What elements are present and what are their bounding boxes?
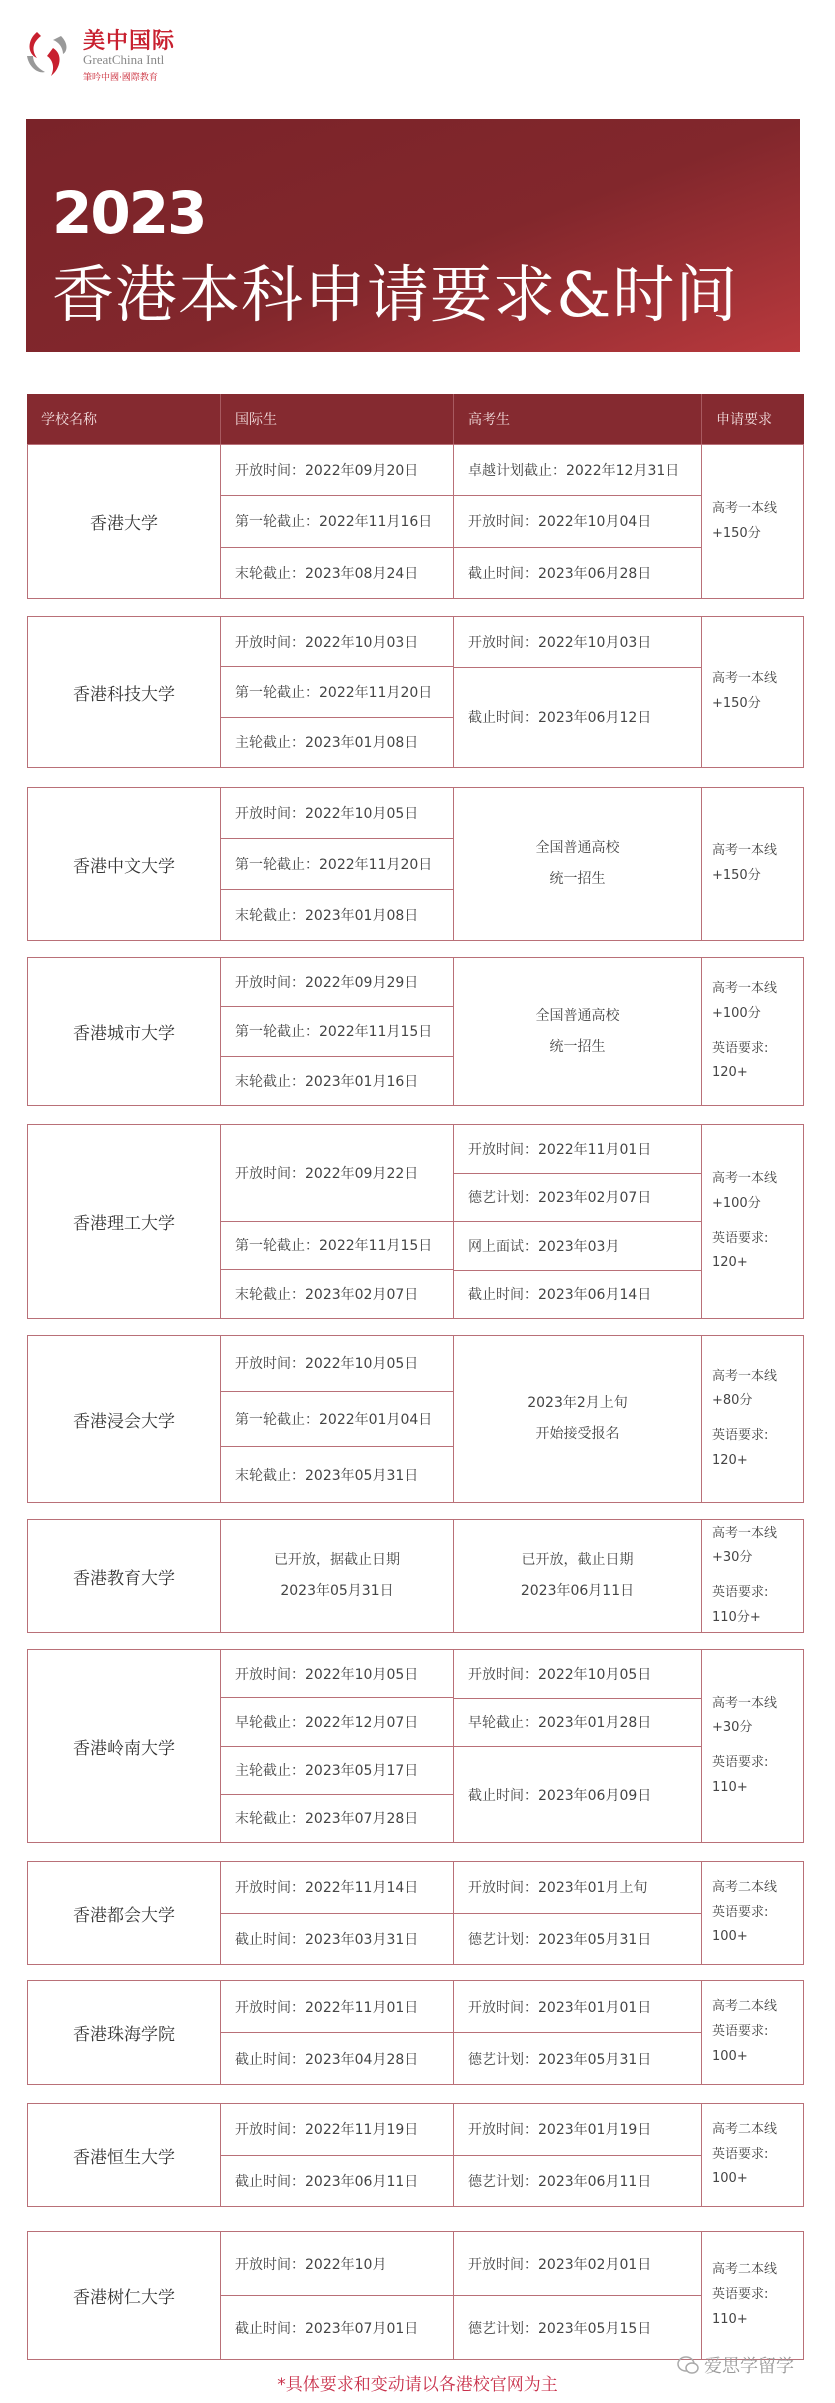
requirement-text: 高考二本线	[712, 2121, 778, 2137]
school-name: 香港城市大学	[28, 958, 221, 1105]
header-gaokao: 高考生	[454, 394, 702, 444]
gaokao-column	[454, 788, 702, 940]
header-requirement: 申请要求	[716, 412, 772, 428]
cell-text: 开放时间：2022年10月04日	[468, 514, 652, 531]
school-name: 香港大学	[28, 445, 221, 598]
school-name: 香港岭南大学	[28, 1650, 221, 1842]
table-cell	[454, 1520, 701, 1632]
school-block	[27, 444, 804, 599]
table-cell	[454, 668, 701, 767]
requirement-text: +100分	[712, 1195, 761, 1211]
table-cell	[454, 617, 701, 668]
table-cell	[221, 1392, 453, 1448]
cell-text: 德艺计划：2023年02月07日	[468, 1190, 652, 1207]
table-cell	[221, 1222, 453, 1271]
international-column	[221, 1862, 454, 1964]
school-name: 香港教育大学	[28, 1520, 221, 1632]
school-name: 香港理工大学	[28, 1125, 221, 1318]
table-cell	[221, 2156, 453, 2207]
table-cell	[454, 2296, 701, 2359]
requirement-text: 英语要求:	[712, 1428, 769, 1443]
table-cell	[454, 1747, 701, 1842]
international-column	[221, 1650, 454, 1842]
requirement-text: 英语要求:	[712, 2287, 769, 2303]
cell-text: 末轮截止：2023年07月28日	[235, 1811, 419, 1828]
table-cell	[221, 548, 453, 598]
requirement-cell	[702, 1981, 803, 2084]
cell-text: 统一招生	[549, 871, 606, 887]
logo-mark-icon	[23, 26, 75, 82]
table-cell	[221, 2296, 453, 2359]
table-cell	[221, 2104, 453, 2156]
table-cell	[221, 1447, 453, 1502]
cell-text: 主轮截止：2023年01月08日	[235, 735, 419, 752]
requirement-cell	[702, 1125, 803, 1318]
table-cell	[221, 1520, 453, 1632]
requirement-cell	[702, 1862, 803, 1964]
logo-en: GreatChina Intl	[83, 52, 165, 67]
table-cell	[221, 496, 453, 547]
cell-text: 开放时间：2023年01月上旬	[468, 1880, 648, 1897]
cell-text: 德艺计划：2023年05月15日	[468, 2320, 652, 2337]
school-block	[27, 1335, 804, 1503]
cell-text: 开放时间：2022年11月01日	[468, 1141, 652, 1158]
table-cell	[221, 1795, 453, 1842]
cell-text: 早轮截止：2023年01月28日	[468, 1715, 652, 1732]
table-header	[27, 394, 804, 444]
table-cell	[454, 1222, 701, 1271]
cell-text: 卓越计划截止：2022年12月31日	[468, 463, 680, 480]
table-cell	[454, 1981, 701, 2033]
cell-text: 开始接受报名	[535, 1426, 620, 1442]
international-column	[221, 445, 454, 598]
cell-text: 开放时间：2023年01月01日	[468, 1999, 652, 2016]
cell-text: 已开放，截止日期	[521, 1552, 634, 1569]
cell-text: 末轮截止：2023年01月16日	[235, 1073, 419, 1090]
gaokao-column	[454, 1862, 702, 1964]
gaokao-column	[454, 1981, 702, 2084]
table-cell	[454, 445, 701, 496]
requirement-text: +100分	[712, 1005, 761, 1021]
title-banner	[26, 119, 800, 352]
international-column	[221, 2232, 454, 2359]
requirement-text: 100+	[712, 2048, 748, 2064]
requirement-text: 120+	[712, 1255, 748, 1271]
table-cell	[221, 1981, 453, 2033]
table-cell	[221, 1270, 453, 1318]
requirement-text: +150分	[712, 525, 761, 541]
cell-text: 开放时间：2022年10月05日	[235, 1356, 419, 1373]
cell-text: 截止时间：2023年07月01日	[235, 2320, 419, 2337]
table-cell	[454, 1699, 701, 1748]
cell-text: 第一轮截止：2022年01月04日	[235, 1412, 433, 1428]
school-block	[27, 1861, 804, 1965]
requirement-text: 高考一本线	[712, 843, 778, 859]
school-name: 香港都会大学	[28, 1862, 221, 1964]
cell-text: 截止时间：2023年06月09日	[468, 1787, 652, 1804]
international-column	[221, 2104, 454, 2206]
school-block	[27, 1649, 804, 1843]
table-cell	[454, 1914, 701, 1965]
table-cell	[221, 1914, 453, 1965]
requirement-text: 英语要求:	[712, 1904, 769, 1920]
gaokao-column	[454, 617, 702, 767]
table-cell	[221, 617, 453, 667]
table-cell	[454, 2033, 701, 2084]
requirement-cell	[702, 445, 803, 598]
table-cell	[221, 1057, 453, 1105]
table-cell	[221, 1336, 453, 1392]
cell-text: 截止时间：2023年06月14日	[468, 1287, 652, 1304]
school-block	[27, 787, 804, 941]
requirement-text: 110+	[712, 2311, 748, 2327]
requirement-text: 100+	[712, 1929, 748, 1945]
school-name: 香港树仁大学	[28, 2232, 221, 2359]
cell-text: 2023年05月31日	[280, 1583, 394, 1599]
cell-text: 早轮截止：2022年12月07日	[235, 1714, 419, 1731]
requirement-text: 高考一本线	[712, 500, 778, 516]
gaokao-column	[454, 1125, 702, 1318]
watermark-text: 爱思学留学	[704, 2356, 794, 2377]
requirement-cell	[702, 617, 803, 767]
requirement-cell	[702, 958, 803, 1105]
cell-text: 截止时间：2023年06月12日	[468, 710, 652, 727]
cell-text: 2023年06月11日	[520, 1583, 635, 1599]
cell-text: 开放时间：2022年10月05日	[468, 1666, 652, 1683]
table-cell	[454, 1336, 701, 1502]
table-cell	[454, 2232, 701, 2296]
cell-text: 开放时间：2023年01月19日	[468, 2122, 652, 2139]
international-column	[221, 617, 454, 767]
gaokao-column	[454, 958, 702, 1105]
table-cell	[221, 788, 453, 839]
requirement-text: 高考一本线	[712, 1368, 778, 1384]
header-international: 国际生	[221, 394, 454, 444]
cell-text: 末轮截止：2023年02月07日	[235, 1287, 419, 1304]
international-column	[221, 1125, 454, 1318]
requirement-text: 英语要求:	[712, 1040, 769, 1056]
requirement-text: 英语要求:	[712, 1755, 769, 1770]
requirement-text: 高考一本线	[712, 671, 778, 687]
requirement-text: 英语要求:	[712, 2024, 769, 2040]
requirement-text: 110+	[712, 1779, 748, 1795]
cell-text: 开放时间：2022年10月	[235, 2256, 387, 2273]
cell-text: 德艺计划：2023年05月31日	[468, 2051, 652, 2068]
requirement-text: +30分	[712, 1720, 753, 1736]
cell-text: 开放时间：2023年02月01日	[468, 2256, 652, 2273]
gaokao-column	[454, 1650, 702, 1842]
school-block	[27, 616, 804, 768]
requirement-text: 高考二本线	[712, 1999, 778, 2015]
table-cell	[221, 2232, 453, 2296]
table-cell	[454, 2104, 701, 2156]
international-column	[221, 1981, 454, 2084]
cell-text: 2023年2月上旬	[527, 1395, 628, 1412]
cell-text: 主轮截止：2023年05月17日	[235, 1763, 419, 1780]
banner-year: 2023	[52, 179, 206, 247]
gaokao-column	[454, 445, 702, 598]
table-cell	[221, 2033, 453, 2084]
school-block	[27, 2231, 804, 2360]
school-block	[27, 2103, 804, 2207]
requirement-text: 英语要求:	[712, 1230, 769, 1246]
table-cell	[221, 667, 453, 717]
table-cell	[454, 1271, 701, 1319]
table-cell	[454, 1862, 701, 1914]
requirement-text: 100+	[712, 2171, 748, 2187]
header-school: 学校名称	[27, 394, 221, 444]
cell-text: 统一招生	[549, 1038, 606, 1055]
table-cell	[221, 1007, 453, 1056]
requirement-text: 高考二本线	[712, 1879, 778, 1895]
school-name: 香港恒生大学	[28, 2104, 221, 2206]
cell-text: 德艺计划：2023年05月31日	[468, 1931, 652, 1948]
table-cell	[454, 788, 701, 940]
school-name: 香港珠海学院	[28, 1981, 221, 2084]
logo-cn: 美中国际	[83, 29, 176, 54]
requirement-cell	[702, 1520, 803, 1632]
footer-note: *具体要求和变动请以各港校官网为主	[277, 2375, 558, 2395]
cell-text: 第一轮截止：2022年11月15日	[235, 1238, 433, 1255]
gaokao-column	[454, 1336, 702, 1502]
international-column	[221, 1336, 454, 1502]
school-block	[27, 1124, 804, 1319]
cell-text: 开放时间：2022年10月03日	[235, 634, 419, 651]
international-column	[221, 1520, 454, 1632]
cell-text: 截止时间：2023年06月28日	[468, 565, 652, 582]
cell-text: 全国普通高校	[535, 1007, 620, 1024]
cell-text: 网上面试：2023年03月	[468, 1238, 620, 1255]
cell-text: 德艺计划：2023年06月11日	[468, 2173, 652, 2190]
table-cell	[221, 890, 453, 940]
cell-text: 开放时间：2022年11月01日	[235, 1999, 419, 2016]
requirement-cell	[702, 1336, 803, 1502]
table-cell	[454, 548, 701, 598]
table-cell	[221, 1650, 453, 1698]
requirement-text: 高考一本线	[712, 1171, 778, 1187]
cell-text: 开放时间：2022年10月03日	[468, 634, 652, 651]
table-cell	[454, 2156, 701, 2207]
requirement-cell	[702, 788, 803, 940]
requirement-text: 英语要求:	[712, 1585, 769, 1600]
cell-text: 第一轮截止：2022年11月15日	[235, 1024, 433, 1041]
school-name: 香港中文大学	[28, 788, 221, 940]
cell-text: 全国普通高校	[535, 840, 620, 857]
school-block	[27, 957, 804, 1106]
table-cell	[221, 718, 453, 767]
school-block	[27, 1519, 804, 1633]
requirement-text: +150分	[712, 696, 761, 711]
gaokao-column	[454, 1520, 702, 1632]
requirement-text: 英语要求:	[712, 2146, 769, 2162]
cell-text: 开放时间：2022年09月22日	[235, 1165, 419, 1182]
table-cell	[221, 445, 453, 496]
requirement-cell	[702, 1650, 803, 1842]
cell-text: 已开放，据截止日期	[274, 1552, 400, 1569]
requirement-text: 110分+	[712, 1609, 761, 1625]
requirement-text: 高考一本线	[712, 1695, 778, 1711]
requirement-text: 高考一本线	[712, 981, 778, 997]
gaokao-column	[454, 2104, 702, 2206]
table-cell	[221, 1125, 453, 1222]
logo-slogan: 筆吟中國·國際教育	[83, 73, 158, 83]
requirement-text: +150分	[712, 868, 761, 883]
table-cell	[454, 496, 701, 547]
cell-text: 第一轮截止：2022年11月20日	[235, 684, 433, 701]
international-column	[221, 958, 454, 1105]
requirement-cell	[702, 2104, 803, 2206]
requirement-text: 高考一本线	[712, 1525, 778, 1541]
cell-text: 末轮截止：2023年05月31日	[235, 1467, 419, 1484]
cell-text: 截止时间：2023年04月28日	[235, 2051, 419, 2068]
school-name: 香港科技大学	[28, 617, 221, 767]
table-cell	[454, 1125, 701, 1174]
gaokao-column	[454, 2232, 702, 2359]
table-cell	[221, 1747, 453, 1795]
cell-text: 第一轮截止：2022年11月16日	[235, 514, 433, 531]
table-cell	[454, 1174, 701, 1223]
requirement-text: +30分	[712, 1550, 753, 1566]
cell-text: 开放时间：2022年11月19日	[235, 2122, 419, 2139]
cell-text: 开放时间：2022年11月14日	[235, 1880, 419, 1897]
requirement-cell	[702, 2232, 803, 2359]
cell-text: 第一轮截止：2022年11月20日	[235, 857, 433, 873]
table-cell	[221, 958, 453, 1007]
requirement-text: 120+	[712, 1065, 748, 1081]
requirement-text: +80分	[712, 1393, 753, 1409]
logo	[23, 22, 203, 86]
school-block	[27, 1980, 804, 2085]
cell-text: 开放时间：2022年10月05日	[235, 1666, 419, 1683]
cell-text: 开放时间：2022年09月29日	[235, 975, 419, 992]
cell-text: 截止时间：2023年03月31日	[235, 1931, 419, 1948]
cell-text: 开放时间：2022年10月05日	[235, 806, 419, 822]
table-cell	[454, 1650, 701, 1699]
table-cell	[221, 1862, 453, 1914]
school-name: 香港浸会大学	[28, 1336, 221, 1502]
table-cell	[221, 1698, 453, 1746]
banner-title: 香港本科申请要求&时间	[52, 258, 739, 331]
requirement-text: 120+	[712, 1452, 748, 1468]
cell-text: 开放时间：2022年09月20日	[235, 463, 419, 480]
cell-text: 末轮截止：2023年08月24日	[235, 565, 419, 582]
cell-text: 末轮截止：2023年01月08日	[235, 908, 419, 924]
international-column	[221, 788, 454, 940]
table-cell	[454, 958, 701, 1105]
cell-text: 截止时间：2023年06月11日	[235, 2173, 419, 2190]
requirement-text: 高考二本线	[712, 2262, 778, 2278]
table-cell	[221, 839, 453, 890]
